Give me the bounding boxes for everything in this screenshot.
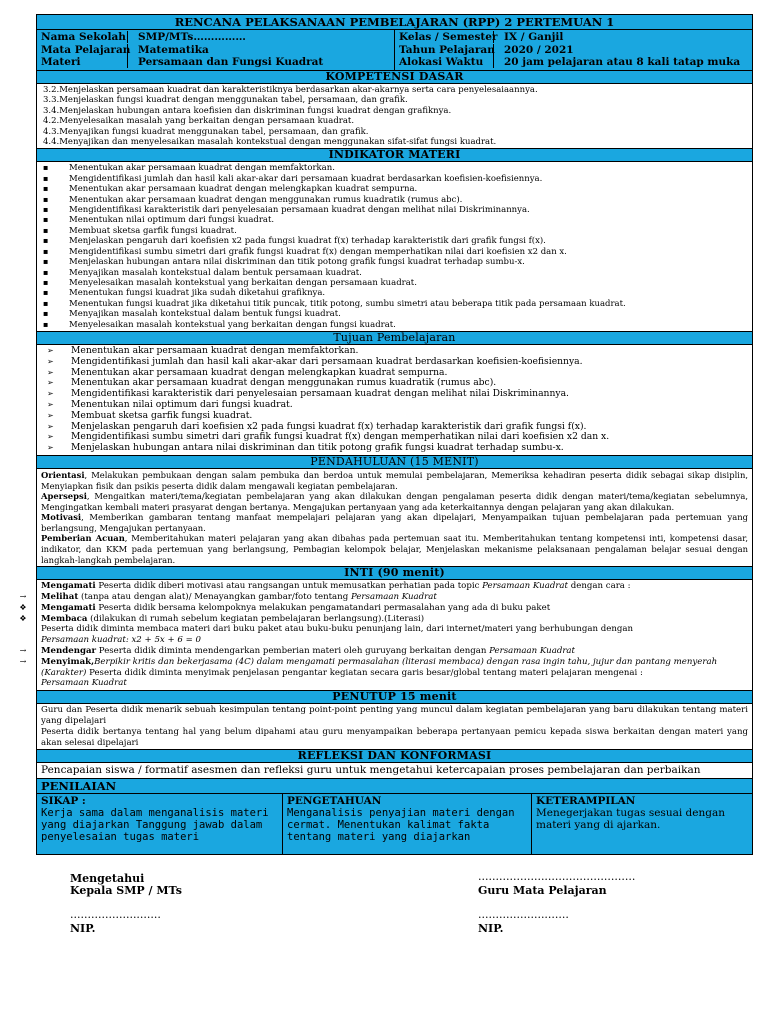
pendahuluan-heading: PENDAHULUAN (15 MENIT) <box>37 455 752 468</box>
inti-equation <box>41 635 748 646</box>
inti-line: Peserta didik diminta membaca materi dari buku paket atau buku-buku penunjang lain, dari internet/materi yang berhubungan dengan <box>41 624 634 635</box>
inti-line <box>19 646 748 657</box>
motivasi-label: Motivasi <box>41 512 82 523</box>
list-item: ▪ Mengidentifikasi karakteristik dari penyelesaian persamaan kuadrat dengan melihat nilai Diskriminannya. <box>43 205 746 215</box>
header-row <box>41 56 390 69</box>
pengetahuan-heading: PENGETAHUAN <box>287 795 382 808</box>
keterampilan-text: Menegerjakan tugas sesuai dengan materi yang di ajarkan. <box>536 807 725 832</box>
header-left <box>37 30 394 70</box>
list-item: ➢ Menentukan akar persamaan kuadrat dengan melengkapkan kuadrat sempurna. <box>43 368 746 379</box>
kompetensi-list <box>37 83 752 148</box>
list-item: 3.3.Menjelaskan fungsi kuadrat dengan menggunakan tabel, persamaan, dan grafik. <box>43 95 408 106</box>
inti-label: Membaca <box>41 613 88 624</box>
inti-text: dengan cara : <box>568 581 631 592</box>
inti-topic: Persamaan Kuadrat <box>482 581 569 592</box>
list-item: ➢ Mengidentifikasi sumbu simetri dari grafik fungsi kuadrat f(x) dengan memperhatikan nilai dari koefisien x2 dan x. <box>43 432 746 443</box>
header-value: IX / Ganjil <box>504 31 564 43</box>
list-item: 3.4.Menjelaskan hubungan antara koefisien dan diskriminan fungsi kuadrat dengan grafiknya. <box>43 105 452 116</box>
header-value: SMP/MTs…………… <box>138 31 246 43</box>
refleksi-text: Pencapaian siswa / formatif asesmen dan refleksi guru untuk mengetahui ketercapaian proses pembelajaran dan perbaikan <box>37 762 752 778</box>
motivasi-text: , Memberikan gambaran tentang manfaat mempelajari pelajaran yang akan dipelajari, Menyampaikan tujuan pembelajaran pada pertemuan yang berlangsung, Mengajukan pertanyaan. <box>41 512 748 533</box>
orientasi-text: , Melakukan pembukaan dengan salam pembuka dan berdoa untuk memulai pembelajaran, Memeriksa kehadiran peserta didik sebagai sikap disiplin, Menyiapkan fisik dan psikis peserta didik dalam mengawali kegiatan pembelajaran. <box>41 469 748 491</box>
inti-line <box>19 592 748 603</box>
list-item: ➢ Menentukan akar persamaan kuadrat dengan menggunakan rumus kuadratik (rumus abc). <box>43 378 746 389</box>
arrow-icon: → <box>19 646 27 656</box>
inti-line <box>19 602 748 614</box>
header-row <box>399 56 748 69</box>
tujuan-list <box>37 344 752 455</box>
apersepsi-text: , Mengaitkan materi/tema/kegiatan pembelajaran yang akan dilakukan dengan pengalaman peserta didik dengan materi/tema/kegiatan sebelumnya, Mengingatkan kembali materi prasyarat dengan bertanya. Mengajukan pertanyaan yang ada keterkaitannya dengan pelajaran yang akan dilakukan. <box>41 491 748 512</box>
sikap-text: Kerja sama dalam menganalisis materi yang diajarkan Tanggung jawab dalam penyelesaian tugas materi <box>41 807 269 844</box>
diamond-bullet-icon: ❖ <box>19 613 27 623</box>
list-item: ▪ Menentukan akar persamaan kuadrat dengan melengkapkan kuadrat sempurna. <box>43 184 746 194</box>
apersepsi-label: Apersepsi <box>41 491 87 502</box>
signature-nip-right: NIP. <box>478 922 504 935</box>
pendahuluan-body <box>37 468 752 566</box>
list-item: 3.2.Menjelaskan persamaan kuadrat dan karakteristiknya berdasarkan akar-akarnya serta cara penyelesaiaannya. <box>43 85 538 95</box>
list-item: 4.3.Menyajikan fungsi kuadrat menggunakan tabel, persamaan, dan grafik. <box>43 126 369 137</box>
penilaian-heading: PENILAIAN <box>37 778 752 793</box>
penutup-heading: PENUTUP 15 menit <box>37 690 752 703</box>
motivasi-paragraph <box>41 512 748 533</box>
inti-text: (tanpa atau dengan alat)/ Menayangkan gambar/foto tentang <box>78 592 351 603</box>
arrow-icon: → <box>19 656 27 666</box>
inti-topic: Persamaan Kuadrat <box>41 678 127 689</box>
header-key: Nama Sekolah <box>41 31 126 43</box>
arrow-icon: → <box>19 592 27 602</box>
list-item: ▪ Menjelaskan pengaruh dari koefisien x2 pada fungsi kuadrat f(x) terhadap karakteristik dari grafik fungsi f(x). <box>43 236 746 246</box>
signature-dots-right: .......................... <box>478 908 569 921</box>
header-value: 2020 / 2021 <box>504 43 574 56</box>
list-item: ➢ Menentukan akar persamaan kuadrat dengan memfaktorkan. <box>43 346 746 357</box>
signature-nip-left: NIP. <box>70 922 96 935</box>
indikator-list <box>37 161 752 331</box>
apersepsi-paragraph <box>41 491 748 512</box>
inti-line <box>19 613 748 625</box>
keterampilan-cell <box>531 794 752 854</box>
penutup-paragraph: Guru dan Peserta didik menarik sebuah kesimpulan tentang point-point penting yang muncul dalam kegiatan pembelajaran yang baru dilakukan tentang materi yang dipelajari <box>41 705 748 727</box>
penutup-paragraph: Peserta didik bertanya tentang hal yang belum dipahami atau guru menyampaikan beberapa pertanyaan pemicu kepada siswa berkaitan dengan materi yang akan selesai dipelajari <box>41 726 748 748</box>
list-item: 4.4.Menyajikan dan menyelesaikan masalah kontekstual dengan menggunakan sifat-sifat fungsi kuadrat. <box>43 137 497 148</box>
list-item: ➢ Menjelaskan hubungan antara nilai diskriminan dan titik potong grafik fungsi kuadrat terhadap sumbu-x. <box>43 443 746 454</box>
header-value: 20 jam pelajaran atau 8 kali tatap muka <box>504 56 741 68</box>
list-item: ▪ Menentukan fungsi kuadrat jika diketahui titik puncak, titik potong, sumbu simetri atau beberapa titik pada persamaan kuadrat. <box>43 299 746 309</box>
inti-italic-text: Berpikir kritis dan bekerjasama (4C) dalam mengamati permasalahan (literasi membaca) dengan rasa ingin tahu, jujur dan pantang menyerah (Karakter) <box>41 656 718 678</box>
list-item: ▪ Menentukan fungsi kuadrat jika sudah diketahui grafiknya. <box>43 288 746 298</box>
list-item: ▪ Menentukan akar persamaan kuadrat dengan menggunakan rumus kuadratik (rumus abc). <box>43 195 746 205</box>
pengetahuan-text: Menganalisis penyajian materi dengan cermat. Menentukan kalimat fakta tentang materi yang diajarkan <box>287 807 515 844</box>
rpp-document <box>19 14 753 855</box>
penilaian-table <box>37 793 752 854</box>
header-row <box>41 44 390 57</box>
document-title: RENCANA PELAKSANAAN PEMBELAJARAN (RPP) 2 PERTEMUAN 1 <box>37 15 752 29</box>
list-item: ▪ Menentukan akar persamaan kuadrat dengan memfaktorkan. <box>43 163 746 173</box>
list-item: ➢ Membuat sketsa garfik fungsi kuadrat. <box>43 411 746 422</box>
inti-line <box>41 581 748 592</box>
signature-mengetahui: Mengetahui <box>70 872 145 885</box>
inti-label: Mendengar <box>41 646 97 657</box>
inti-line <box>19 656 748 689</box>
tujuan-heading: Tujuan Pembelajaran <box>37 331 752 344</box>
acuan-label: Pemberian Acuan <box>41 533 125 544</box>
inti-topic: Persamaan Kuadrat <box>489 646 576 657</box>
header-key: Kelas / Semester <box>399 31 498 43</box>
header-key: Tahun Pelajaran <box>399 43 495 56</box>
orientasi-label: Orientasi <box>41 469 85 480</box>
sikap-cell <box>37 794 282 854</box>
inti-body <box>19 579 752 690</box>
inti-text: Peserta didik bersama kelompoknya melakukan pengamatandari permasalahan yang ada di buku paket <box>95 602 551 613</box>
list-item: ▪ Menjelaskan hubungan antara nilai diskriminan dan titik potong grafik fungsi kuadrat terhadap sumbu-x. <box>43 257 746 267</box>
header-row <box>399 44 748 57</box>
inti-text: Peserta didik diminta mendengarkan pemberian materi oleh guruyang berkaitan dengan <box>96 646 490 657</box>
orientasi-paragraph <box>41 470 748 491</box>
list-item: ➢ Menjelaskan pengaruh dari koefisien x2 pada fungsi kuadrat f(x) terhadap karakteristik dari grafik fungsi f(x). <box>43 422 746 433</box>
header-row <box>41 31 390 44</box>
inti-heading: INTI (90 menit) <box>37 566 752 579</box>
inti-text: Peserta didik diminta menyimak penjelasan pengantar kegiatan secara garis besar/global tentang materi pelajaran mengenai : <box>86 667 643 678</box>
header-info <box>37 29 752 70</box>
inti-label: Menyimak, <box>41 656 95 667</box>
list-item: ▪ Mengidentifikasi sumbu simetri dari grafik fungsi kuadrat f(x) dengan memperhatikan nilai dari koefisien x2 dan x. <box>43 247 746 257</box>
list-item: ▪ Menyelesaikan masalah kontekstual yang berkaitan dengan fungsi kuadrat. <box>43 320 746 330</box>
list-item: ➢ Mengidentifikasi karakteristik dari penyelesaian persamaan kuadrat dengan melihat nilai Diskriminannya. <box>43 389 746 400</box>
signature-dots-top-right: ............................................. <box>478 870 636 883</box>
acuan-text: , Memberitahukan materi pelajaran yang akan dibahas pada pertemuan saat itu. Memberitahukan tentang kompetensi inti, kompetensi dasar, indikator, dan KKM pada pertemuan yang berlangsung, Pembagian kelompok belajar, Menjelaskan mekanisme pelaksanaan pengalaman belajar sesuai dengan langkah-langkah pembelajaran. <box>41 533 748 565</box>
header-value: Matematika <box>138 43 209 56</box>
header-row <box>399 31 748 44</box>
penutup-body <box>37 703 752 749</box>
inti-label: Melihat <box>41 592 79 603</box>
list-item: ▪ Mengidentifikasi jumlah dan hasil kali akar-akar dari persamaan kuadrat berdasarkan koefisien-koefisiennya. <box>43 174 746 184</box>
inti-topic: Persamaan Kuadrat <box>350 592 437 603</box>
acuan-paragraph <box>41 533 748 565</box>
list-item: ▪ Menyelesaikan masalah kontekstual yang berkaitan dengan persamaan kuadrat. <box>43 278 746 288</box>
list-item: 4.2.Menyelesaikan masalah yang berkaitan dengan persamaan kuadrat. <box>43 116 355 127</box>
header-key: Materi <box>41 56 81 68</box>
header-value: Persamaan dan Fungsi Kuadrat <box>138 56 324 68</box>
keterampilan-heading: KETERAMPILAN <box>536 795 636 808</box>
list-item: ▪ Menyajikan masalah kontekstual dalam bentuk fungsi kuadrat. <box>43 309 746 319</box>
indikator-heading: INDIKATOR MATERI <box>37 148 752 161</box>
pengetahuan-cell <box>282 794 531 854</box>
kompetensi-heading: KOMPETENSI DASAR <box>37 70 752 83</box>
inti-label: Mengamati <box>41 602 96 613</box>
refleksi-heading: REFLEKSI DAN KONFORMASI <box>37 749 752 762</box>
list-item: ▪ Menyajikan masalah kontekstual dalam bentuk persamaan kuadrat. <box>43 268 746 278</box>
inti-label: Mengamati <box>41 581 96 592</box>
inti-text: Peserta didik diberi motivasi atau rangsangan untuk memusatkan perhatian pada topic <box>95 581 483 592</box>
header-key: Mata Pelajaran <box>41 43 131 56</box>
list-item: ➢ Mengidentifikasi jumlah dan hasil kali akar-akar dari persamaan kuadrat berdasarkan koefisien-koefisiennya. <box>43 357 746 368</box>
list-item: ▪ Menentukan nilai optimum dari fungsi kuadrat. <box>43 215 746 225</box>
equation-text: Persamaan kuadrat: x2 + 5x + 6 = 0 <box>41 635 202 646</box>
signature-guru: Guru Mata Pelajaran <box>478 884 607 897</box>
list-item: ▪ Membuat sketsa garfik fungsi kuadrat. <box>43 226 746 236</box>
header-key: Alokasi Waktu <box>399 56 484 68</box>
header-right <box>394 30 752 70</box>
signature-dots-left: .......................... <box>70 908 161 921</box>
list-item: ➢ Menentukan nilai optimum dari fungsi kuadrat. <box>43 400 746 411</box>
diamond-bullet-icon: ❖ <box>19 602 27 612</box>
sikap-heading: SIKAP : <box>41 795 86 808</box>
signature-kepala: Kepala SMP / MTs <box>70 884 182 897</box>
inti-text: (dilakukan di rumah sebelum kegiatan pembelajaran berlangsung).(Literasi) <box>87 613 425 624</box>
